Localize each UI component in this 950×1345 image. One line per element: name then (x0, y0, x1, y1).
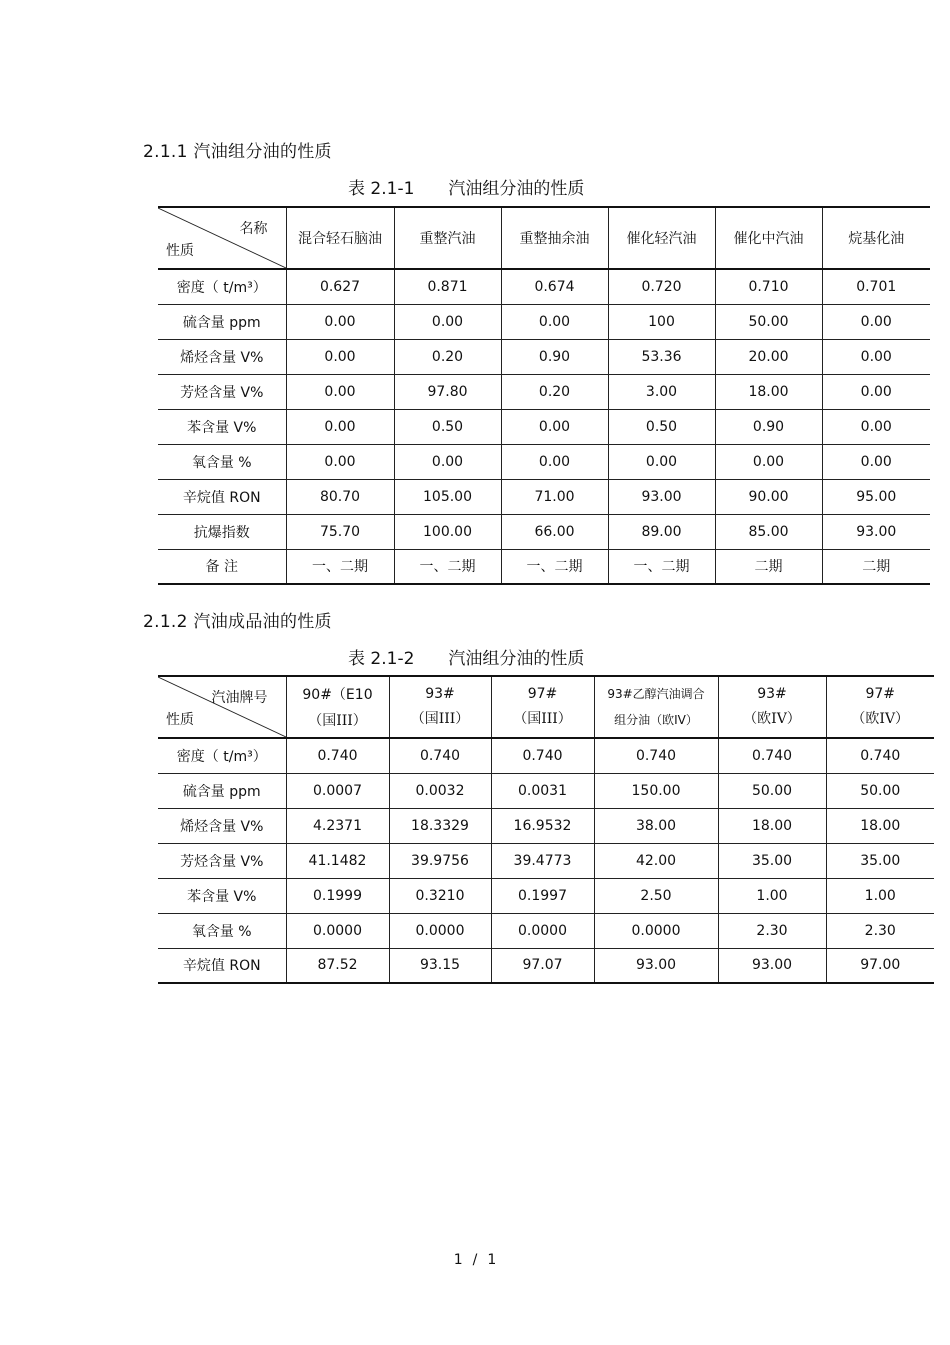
table-cell: 39.9756 (389, 843, 491, 878)
row-label: 备 注 (158, 549, 286, 584)
table-cell: 75.70 (286, 514, 394, 549)
table-cell: 2.50 (594, 878, 718, 913)
table-cell: 150.00 (594, 773, 718, 808)
table-cell: 85.00 (715, 514, 822, 549)
table-cell: 0.00 (822, 409, 930, 444)
column-header (826, 676, 934, 738)
table-cell: 50.00 (715, 304, 822, 339)
table-cell: 二期 (822, 549, 930, 584)
table-cell: 39.4773 (491, 843, 594, 878)
table-cell: 100 (608, 304, 715, 339)
table-gasoline-components (158, 206, 930, 585)
column-header: 重整汽油 (394, 207, 501, 269)
table-cell: 0.740 (718, 738, 826, 773)
column-header: 催化中汽油 (715, 207, 822, 269)
corner-header-cell (158, 207, 286, 269)
table-cell: 2.30 (826, 913, 934, 948)
table-cell: 105.00 (394, 479, 501, 514)
table-cell: 97.07 (491, 948, 594, 983)
standard-label: （国III） (513, 711, 572, 727)
table-cell: 0.701 (822, 269, 930, 304)
table-cell: 0.740 (826, 738, 934, 773)
row-label: 辛烷值 RON (158, 479, 286, 514)
table-cell: 一、二期 (394, 549, 501, 584)
total-pages: 1 (487, 1252, 497, 1268)
table-cell: 0.627 (286, 269, 394, 304)
table-cell: 0.00 (715, 444, 822, 479)
table-cell: 0.00 (822, 339, 930, 374)
column-header (718, 676, 826, 738)
table-cell: 0.20 (394, 339, 501, 374)
standard-label: （欧IV） (851, 711, 910, 727)
table-row (158, 913, 934, 948)
table-row (158, 549, 930, 584)
caption-number: 表 2.1-2 (348, 649, 415, 669)
table-cell: 93.00 (608, 479, 715, 514)
row-label: 密度（ t/m³） (158, 269, 286, 304)
table-cell: 0.740 (286, 738, 389, 773)
table-cell: 80.70 (286, 479, 394, 514)
table-cell: 0.0007 (286, 773, 389, 808)
table-cell: 100.00 (394, 514, 501, 549)
row-label: 苯含量 V% (158, 409, 286, 444)
grade-label: 93# (425, 686, 455, 702)
row-label: 氧含量 % (158, 913, 286, 948)
table-header-row (158, 676, 934, 738)
standard-label: 组分油（欧IV） (614, 713, 698, 727)
table-cell: 0.00 (501, 444, 608, 479)
table-cell: 0.50 (394, 409, 501, 444)
table-cell: 0.720 (608, 269, 715, 304)
row-label: 硫含量 ppm (158, 773, 286, 808)
row-label: 烯烃含量 V% (158, 339, 286, 374)
table-cell: 0.20 (501, 374, 608, 409)
current-page: 1 (453, 1252, 463, 1268)
table-cell: 0.00 (822, 304, 930, 339)
table-cell: 0.00 (394, 444, 501, 479)
row-label: 苯含量 V% (158, 878, 286, 913)
grade-label: 97# (865, 686, 896, 702)
table-cell: 0.740 (491, 738, 594, 773)
corner-bottom-label: 性质 (166, 712, 194, 728)
table-cell: 18.00 (718, 808, 826, 843)
corner-top-label: 名称 (239, 221, 268, 237)
table-header-row (158, 207, 930, 269)
column-header (389, 676, 491, 738)
row-label: 抗爆指数 (158, 514, 286, 549)
table-cell: 0.0000 (594, 913, 718, 948)
grade-label: 90#（E10 (302, 687, 373, 703)
table-cell: 0.50 (608, 409, 715, 444)
table-row (158, 444, 930, 479)
table-cell: 0.0000 (491, 913, 594, 948)
table-cell: 0.740 (389, 738, 491, 773)
table-cell: 18.00 (826, 808, 934, 843)
table-cell: 0.1997 (491, 878, 594, 913)
table-cell: 35.00 (826, 843, 934, 878)
table-cell: 95.00 (822, 479, 930, 514)
row-label: 芳烃含量 V% (158, 374, 286, 409)
table-cell: 1.00 (826, 878, 934, 913)
table-cell: 0.0031 (491, 773, 594, 808)
table-cell: 0.0000 (389, 913, 491, 948)
row-label: 氧含量 % (158, 444, 286, 479)
table-row (158, 738, 934, 773)
table-cell: 41.1482 (286, 843, 389, 878)
page-number (0, 1252, 950, 1268)
column-header: 重整抽余油 (501, 207, 608, 269)
table-cell: 50.00 (826, 773, 934, 808)
table-cell: 0.00 (822, 374, 930, 409)
table-cell: 0.00 (286, 409, 394, 444)
table-cell: 18.00 (715, 374, 822, 409)
table-cell: 0.00 (286, 444, 394, 479)
table-cell: 93.00 (718, 948, 826, 983)
table-cell: 0.00 (608, 444, 715, 479)
table-cell: 0.740 (594, 738, 718, 773)
table-cell: 一、二期 (501, 549, 608, 584)
table-cell: 0.0032 (389, 773, 491, 808)
caption-title: 汽油组分油的性质 (448, 649, 585, 669)
table-cell: 0.00 (286, 374, 394, 409)
column-header (491, 676, 594, 738)
table-cell: 0.00 (286, 304, 394, 339)
table-cell: 93.00 (822, 514, 930, 549)
table-cell: 50.00 (718, 773, 826, 808)
table-cell: 38.00 (594, 808, 718, 843)
table-cell: 97.00 (826, 948, 934, 983)
table-row (158, 773, 934, 808)
table-cell: 0.00 (501, 304, 608, 339)
table-cell: 1.00 (718, 878, 826, 913)
table-caption-2-1-2 (348, 644, 584, 669)
page-separator: / (472, 1252, 478, 1268)
table-cell: 89.00 (608, 514, 715, 549)
table-cell: 2.30 (718, 913, 826, 948)
table-cell: 0.90 (715, 409, 822, 444)
table-cell: 87.52 (286, 948, 389, 983)
table-cell: 0.00 (394, 304, 501, 339)
table-cell: 一、二期 (608, 549, 715, 584)
table-row (158, 843, 934, 878)
standard-label: （国III） (308, 713, 367, 729)
section-heading-2-1-2: 2.1.2 汽油成品油的性质 (143, 612, 332, 632)
table-cell: 0.00 (822, 444, 930, 479)
table-cell: 二期 (715, 549, 822, 584)
row-label: 密度（ t/m³） (158, 738, 286, 773)
table-cell: 71.00 (501, 479, 608, 514)
corner-bottom-label: 性质 (166, 243, 194, 259)
table-cell: 0.0000 (286, 913, 389, 948)
table-row (158, 514, 930, 549)
table-cell: 4.2371 (286, 808, 389, 843)
corner-header-cell (158, 676, 286, 738)
grade-label: 93# (757, 686, 787, 702)
table-row (158, 948, 934, 983)
table-cell: 53.36 (608, 339, 715, 374)
table-cell: 0.710 (715, 269, 822, 304)
column-header: 混合轻石脑油 (286, 207, 394, 269)
table-cell: 3.00 (608, 374, 715, 409)
table-cell: 0.90 (501, 339, 608, 374)
table-cell: 93.15 (389, 948, 491, 983)
table-cell: 97.80 (394, 374, 501, 409)
table-row (158, 409, 930, 444)
table-cell: 42.00 (594, 843, 718, 878)
row-label: 烯烃含量 V% (158, 808, 286, 843)
standard-label: （欧IV） (743, 711, 801, 727)
column-header (286, 676, 389, 738)
grade-label: 93#乙醇汽油调合 (607, 687, 705, 701)
caption-title: 汽油组分油的性质 (448, 179, 585, 199)
table-row (158, 269, 930, 304)
table-row (158, 878, 934, 913)
table-caption-2-1-1 (348, 174, 584, 199)
table-cell: 93.00 (594, 948, 718, 983)
column-header (594, 676, 718, 738)
table-cell: 0.871 (394, 269, 501, 304)
row-label: 硫含量 ppm (158, 304, 286, 339)
table-cell: 0.3210 (389, 878, 491, 913)
table-row (158, 479, 930, 514)
column-header: 烷基化油 (822, 207, 930, 269)
table-cell: 90.00 (715, 479, 822, 514)
table-row (158, 304, 930, 339)
table-gasoline-products (158, 675, 934, 984)
section-heading-2-1-1: 2.1.1 汽油组分油的性质 (143, 142, 332, 162)
caption-number: 表 2.1-1 (348, 179, 415, 199)
table-cell: 0.00 (501, 409, 608, 444)
table-cell: 一、二期 (286, 549, 394, 584)
table-cell: 18.3329 (389, 808, 491, 843)
column-header: 催化轻汽油 (608, 207, 715, 269)
table-row (158, 808, 934, 843)
row-label: 芳烃含量 V% (158, 843, 286, 878)
table-row (158, 374, 930, 409)
table-cell: 0.1999 (286, 878, 389, 913)
standard-label: （国III） (410, 711, 470, 727)
table-row (158, 339, 930, 374)
table-cell: 0.00 (286, 339, 394, 374)
row-label: 辛烷值 RON (158, 948, 286, 983)
corner-top-label: 汽油牌号 (211, 690, 268, 706)
table-cell: 20.00 (715, 339, 822, 374)
table-cell: 66.00 (501, 514, 608, 549)
table-cell: 35.00 (718, 843, 826, 878)
table-cell: 0.674 (501, 269, 608, 304)
table-cell: 16.9532 (491, 808, 594, 843)
grade-label: 97# (527, 686, 558, 702)
